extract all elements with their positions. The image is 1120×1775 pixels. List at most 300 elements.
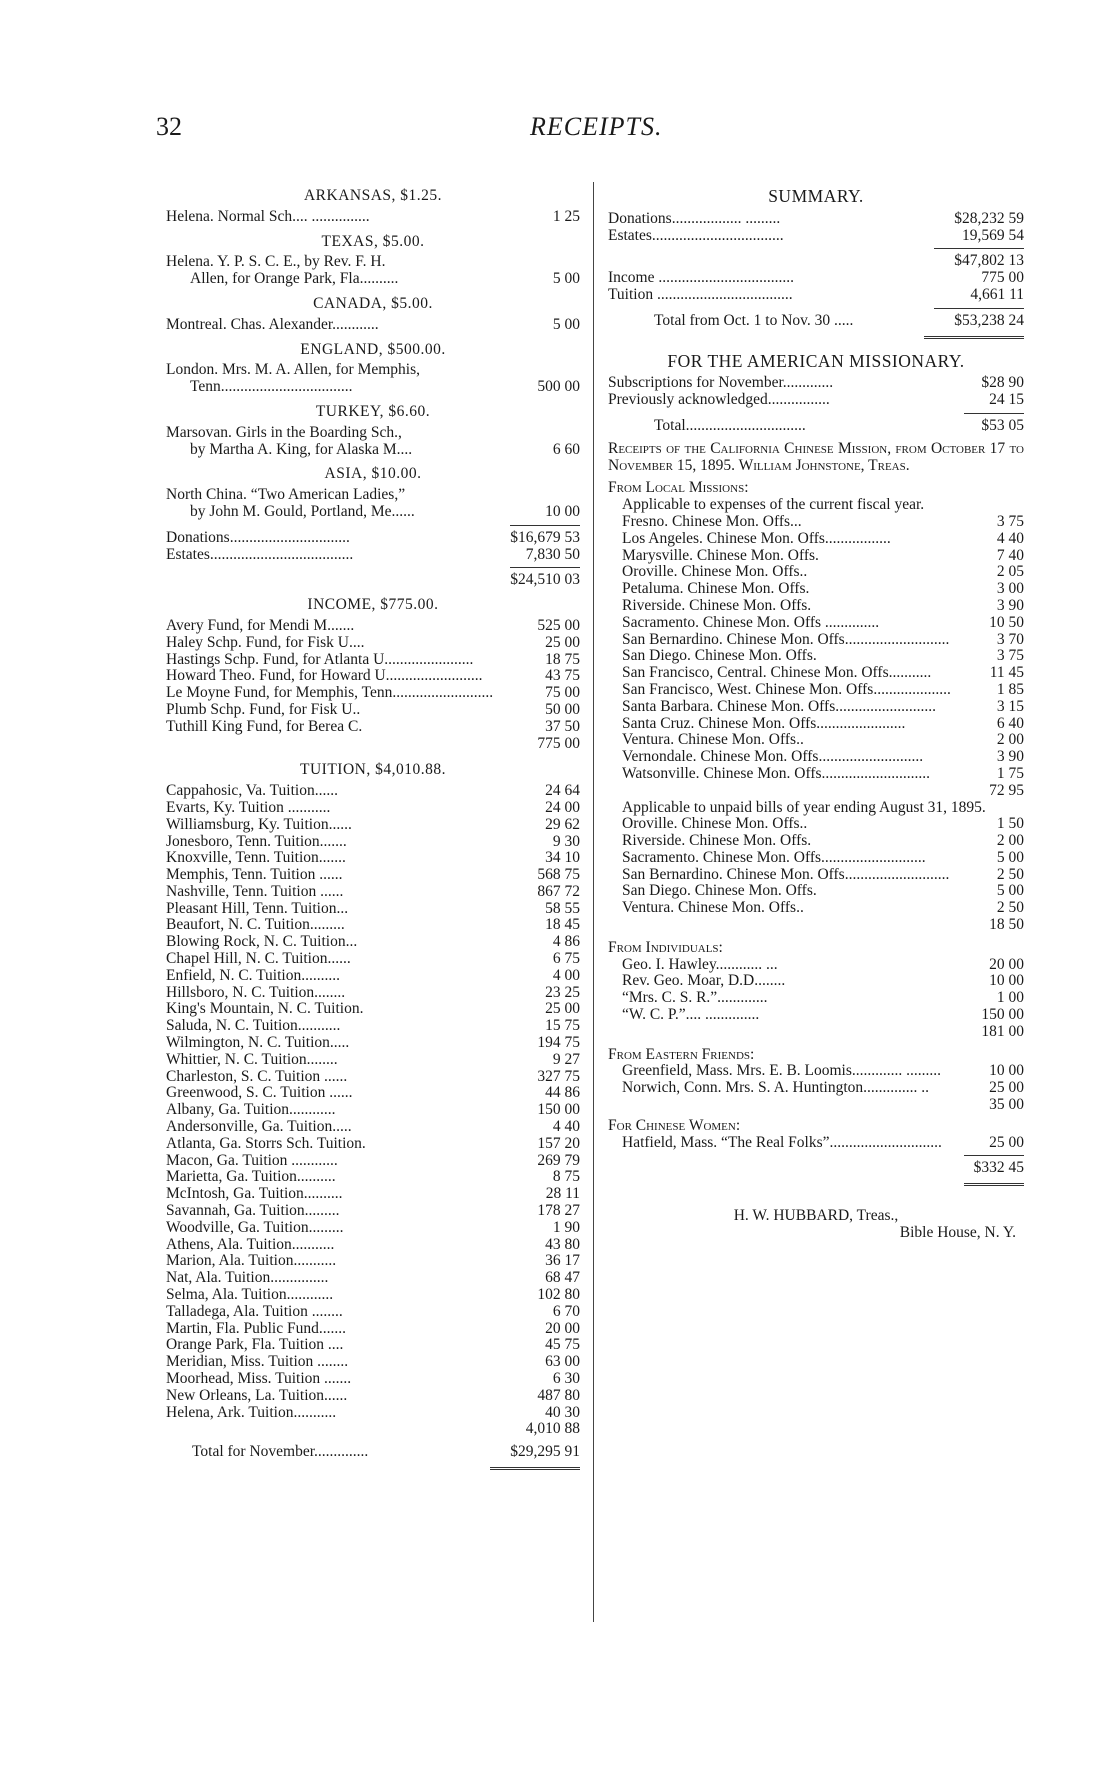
summary-estates-label: Estates.................................. [608,226,784,244]
entry-amount: 4 00 [552,966,580,984]
entry-amount: 1 90 [552,1218,580,1236]
entry-amount: 2 50 [996,899,1024,917]
entry-amount: 3 75 [996,512,1024,530]
list-item [622,531,1024,548]
entry-label: Savannah, Ga. Tuition......... [166,1202,340,1220]
eastern-total: 35 00 [989,1096,1024,1114]
list-item [622,682,1024,699]
list-item [166,817,580,834]
list-item [166,1136,580,1153]
list-item [166,442,580,459]
entry-label: Albany, Ga. Tuition............ [166,1101,336,1119]
entry-label: Fresno. Chinese Mon. Offs... [622,512,802,530]
entry-label: Knoxville, Tenn. Tuition....... [166,849,346,867]
entry-amount: 5 00 [996,848,1024,866]
list-item [622,732,1024,749]
entry-label: San Diego. Chinese Mon. Offs. [622,882,817,900]
divider [934,248,1024,249]
income-total-row [166,736,580,753]
entry-amount: 568 75 [537,866,580,884]
unpaid-total: 18 50 [989,916,1024,934]
missionary-total-row [608,418,1024,435]
entry-amount: 5 00 [552,315,580,333]
entry-label: Oroville. Chinese Mon. Offs.. [622,563,808,581]
local-missions-list [608,514,1024,783]
list-item [622,615,1024,632]
entry-amount: 68 47 [545,1269,580,1287]
unpaid-bills-list [608,816,1024,917]
divider [964,413,1024,414]
entry-amount: 20 00 [989,955,1024,973]
entry-amount: 8 75 [552,1168,580,1186]
list-item [622,514,1024,531]
entry-label: Hillsboro, N. C. Tuition........ [166,983,346,1001]
entry-amount: 102 80 [537,1286,580,1304]
entry-label: Haley Schp. Fund, for Fisk U.... [166,633,365,651]
tuition-total-row [166,1421,580,1438]
entry-amount: 6 30 [552,1370,580,1387]
entry-label: Talladega, Ala. Tuition ........ [166,1302,343,1320]
entry-label: Marion, Ala. Tuition........... [166,1252,337,1270]
entry-label: Enfield, N. C. Tuition.......... [166,966,340,984]
donations-amount: $16,679 53 [510,528,580,546]
entry-amount: 150 00 [981,1006,1024,1024]
entry-label: Chapel Hill, N. C. Tuition...... [166,950,351,968]
entry-label: Oroville. Chinese Mon. Offs.. [622,815,808,833]
summary-income-row [608,270,1024,287]
list-item [608,1135,1024,1152]
entry-amount: 269 79 [537,1151,580,1169]
list-item [166,1253,580,1270]
entry-label: Los Angeles. Chinese Mon. Offs................. [622,529,891,547]
list-item [166,1304,580,1321]
entry-amount: 525 00 [537,616,580,634]
tuition-total: 4,010 88 [525,1420,580,1438]
list-item [166,635,580,652]
entry-label: Marietta, Ga. Tuition.......... [166,1168,336,1186]
list-item [166,719,580,736]
grand-total: $332 45 [973,1159,1024,1177]
entry-amount: 10 00 [545,502,580,520]
entry-amount: 10 50 [989,613,1024,631]
list-item [622,699,1024,716]
entry-amount: 1 50 [996,815,1024,833]
entry-amount: 40 30 [545,1403,580,1421]
list-item [622,833,1024,850]
list-item [166,1321,580,1338]
entry-label: Ventura. Chinese Mon. Offs.. [622,731,804,749]
list-item [166,379,580,396]
list-item [166,884,580,901]
entry-label: Helena, Ark. Tuition........... [166,1403,337,1421]
entry-label: San Francisco, West. Chinese Mon. Offs.................... [622,680,951,698]
entry-amount: 3 75 [996,647,1024,665]
chinese-women-heading: For Chinese Women: [608,1116,741,1134]
entry-amount: 20 00 [545,1319,580,1337]
summary-estates-row [608,228,1024,245]
summary-total-label: Total from Oct. 1 to Nov. 30 ..... [654,311,854,329]
entry-amount: 43 75 [545,667,580,685]
estates-amount: 7,830 50 [525,545,580,563]
income-heading: INCOME, $775.00. [307,596,439,614]
missionary-prev-label: Previously acknowledged................ [608,391,830,409]
entry-amount: 1 25 [552,207,580,225]
list-item [166,1237,580,1254]
missionary-prev-amount: 24 15 [989,391,1024,409]
entry-amount: 25 00 [545,633,580,651]
entry-amount: 24 64 [545,782,580,800]
summary-total-row [608,313,1024,330]
entry-label: Cappahosic, Va. Tuition...... [166,782,338,800]
entry-label: San Diego. Chinese Mon. Offs. [622,647,817,665]
list-item [166,1102,580,1119]
individuals-total-row [608,1024,1024,1041]
eastern-total-row [608,1097,1024,1114]
england-heading: ENGLAND, $500.00. [300,340,446,358]
applicable-note-1: Applicable to expenses of the current fiscal year. [622,496,925,514]
list-item [166,685,580,702]
entry-label: Avery Fund, for Mendi M....... [166,616,355,634]
entry-label: “W. C. P.”.... .............. [622,1006,760,1024]
entry-amount: 9 30 [552,832,580,850]
entry-label: Geo. I. Hawley............ ... [622,955,778,973]
entry-label: Tenn.................................. [190,378,353,396]
page-number: 32 [156,112,182,141]
entry-label: Evarts, Ky. Tuition ........... [166,798,331,816]
entry-amount: 63 00 [545,1353,580,1371]
entry-amount: 1 85 [996,680,1024,698]
canada-heading: CANADA, $5.00. [313,294,433,312]
entry-label: Norwich, Conn. Mrs. S. A. Huntington.............. .. [622,1079,929,1097]
individuals-heading: From Individuals: [608,938,723,956]
list-item [622,957,1024,974]
double-rule [964,1183,1024,1186]
entry-label: McIntosh, Ga. Tuition.......... [166,1185,343,1203]
list-item [622,867,1024,884]
entry-label: Saluda, N. C. Tuition........... [166,1017,341,1035]
entry-amount: 58 55 [545,899,580,917]
list-item [166,1354,580,1371]
eastern-friends-heading: From Eastern Friends: [608,1045,755,1063]
donations-label: Donations............................... [166,528,350,546]
list-item [166,1153,580,1170]
entry-amount: 34 10 [545,849,580,867]
list-item [166,951,580,968]
list-item [166,1018,580,1035]
entry-label: Rev. Geo. Moar, D.D........ [622,972,786,990]
list-item [622,648,1024,665]
applicable-note-2: Applicable to unpaid bills of year ending August 31, 1895. [622,798,986,816]
list-item [622,564,1024,581]
entry-label: Howard Theo. Fund, for Howard U......................... [166,667,483,685]
list-item [166,901,580,918]
list-item [166,1169,580,1186]
entry-amount: 50 00 [545,700,580,718]
entry-line: London. Mrs. M. A. Allen, for Memphis, [166,361,421,379]
entry-label: by John M. Gould, Portland, Me...... [190,502,415,520]
summary-donations-row [608,211,1024,228]
entry-amount: 5 00 [996,882,1024,900]
entry-label: Athens, Ala. Tuition........... [166,1235,335,1253]
entry-label: Ventura. Chinese Mon. Offs.. [622,899,804,917]
november-total-amount: $29,295 91 [510,1443,580,1461]
entry-amount: 36 17 [545,1252,580,1270]
column-divider [593,182,594,1622]
entry-amount: 867 72 [537,882,580,900]
entry-amount: 25 00 [989,1079,1024,1097]
list-item [166,1069,580,1086]
entry-amount: 24 00 [545,798,580,816]
list-item [622,883,1024,900]
entry-amount: 3 00 [996,580,1024,598]
list-item [166,209,580,226]
entry-amount: 4 86 [552,933,580,951]
entry-label: Nashville, Tenn. Tuition ...... [166,882,344,900]
entry-amount: 157 20 [537,1134,580,1152]
summary-estates-amount: 19,569 54 [962,226,1024,244]
double-rule [490,1467,580,1470]
missionary-prev-row [608,392,1024,409]
entry-label: Martin, Fla. Public Fund....... [166,1319,346,1337]
entry-label: Pleasant Hill, Tenn. Tuition... [166,899,349,917]
entry-amount: 194 75 [537,1034,580,1052]
summary-donations-amount: $28,232 59 [954,209,1024,227]
entry-amount: 10 00 [989,1062,1024,1080]
entry-label: Jonesboro, Tenn. Tuition....... [166,832,347,850]
entry-label: Vernondale. Chinese Mon. Offs........................... [622,748,924,766]
summary-income-amount: 775 00 [981,269,1024,287]
tuition-list [166,783,580,1421]
list-item [622,766,1024,783]
entry-label: Petaluma. Chinese Mon. Offs. [622,580,810,598]
income-total: 775 00 [537,734,580,752]
list-item [622,581,1024,598]
list-item [166,1388,580,1405]
list-item [622,1007,1024,1024]
summary-total-amount: $53,238 24 [954,311,1024,329]
list-item [166,1287,580,1304]
entry-label: Atlanta, Ga. Storrs Sch. Tuition. [166,1134,366,1152]
list-item [622,990,1024,1007]
summary-heading: SUMMARY. [768,186,864,206]
november-total-row [166,1444,580,1461]
list-item [166,1001,580,1018]
entry-label: Woodville, Ga. Tuition......... [166,1218,344,1236]
entry-amount: 43 80 [545,1235,580,1253]
entry-amount: 500 00 [537,378,580,396]
entry-amount: 2 05 [996,563,1024,581]
entry-label: Tuthill King Fund, for Berea C. [166,717,363,735]
entry-amount: 6 40 [996,714,1024,732]
list-item [166,1270,580,1287]
entry-label: Macon, Ga. Tuition ............ [166,1151,338,1169]
list-item [622,1080,1024,1097]
list-item [166,867,580,884]
entry-amount: 6 75 [552,950,580,968]
entry-label: Watsonville. Chinese Mon. Offs............................ [622,764,931,782]
list-item [166,985,580,1002]
entry-line: Marsovan. Girls in the Boarding Sch., [166,423,402,441]
entry-label: San Bernardino. Chinese Mon. Offs........................... [622,865,950,883]
entry-amount: 5 00 [552,270,580,288]
entry-label: Sacramento. Chinese Mon. Offs .............. [622,613,880,631]
list-item [166,618,580,635]
entry-amount: 10 00 [989,972,1024,990]
entry-label: San Francisco, Central. Chinese Mon. Offs........... [622,664,932,682]
list-item [622,716,1024,733]
summary-donations-label: Donations.................. ......... [608,209,781,227]
estates-label: Estates..................................... [166,545,354,563]
entry-label: Greenfield, Mass. Mrs. E. B. Loomis............. ......... [622,1062,942,1080]
entry-label: Montreal. Chas. Alexander............ [166,315,379,333]
entry-amount: 37 50 [545,717,580,735]
entry-label: Moorhead, Miss. Tuition ....... [166,1370,352,1387]
entry-amount: 75 00 [545,684,580,702]
entry-label: Le Moyne Fund, for Memphis, Tenn.......................... [166,684,494,702]
list-item [166,1085,580,1102]
list-item [166,1337,580,1354]
entry-amount: 3 15 [996,697,1024,715]
entry-label: Beaufort, N. C. Tuition......... [166,916,345,934]
list-item [622,850,1024,867]
missionary-subs-amount: $28 90 [981,374,1024,392]
entry-label: King's Mountain, N. C. Tuition. [166,1000,364,1018]
summary-income-label: Income ................................... [608,269,794,287]
list-item [166,702,580,719]
entry-label: Nat, Ala. Tuition............... [166,1269,329,1287]
entry-label: Plumb Schp. Fund, for Fisk U.. [166,700,361,718]
entry-label: Riverside. Chinese Mon. Offs. [622,832,812,850]
tuition-heading: TUITION, $4,010.88. [300,761,446,779]
list-item [622,1063,1024,1080]
turkey-heading: TURKEY, $6.60. [315,402,431,420]
individuals-list [608,957,1024,1024]
unpaid-total-row [608,917,1024,934]
entry-amount: 29 62 [545,815,580,833]
list-item [166,1035,580,1052]
entry-label: Charleston, S. C. Tuition ...... [166,1067,348,1085]
list-item [166,652,580,669]
divider [510,525,580,526]
list-item [622,598,1024,615]
estates-row [166,547,580,564]
page-title: RECEIPTS. [530,112,663,141]
list-item [166,1186,580,1203]
entry-amount: 327 75 [537,1067,580,1085]
list-item [166,504,580,521]
local-missions-heading: From Local Missions: [608,479,749,497]
list-item [622,749,1024,766]
summary-tuition-label: Tuition ................................... [608,285,793,303]
entry-amount: 4 40 [996,529,1024,547]
left-total: $24,510 03 [510,571,580,589]
entry-amount: 1 00 [996,989,1024,1007]
list-item [166,317,580,334]
entry-amount: 18 75 [545,650,580,668]
entry-amount: 6 60 [552,440,580,458]
list-item [622,900,1024,917]
list-item [622,973,1024,990]
divider [510,567,580,568]
entry-label: Riverside. Chinese Mon. Offs. [622,596,812,614]
entry-amount: 6 70 [552,1302,580,1320]
missionary-total-amount: $53 05 [981,416,1024,434]
entry-label: Memphis, Tenn. Tuition ...... [166,866,343,884]
entry-amount: 2 00 [996,832,1024,850]
entry-label: Helena. Normal Sch.... ............... [166,207,370,225]
entry-amount: 23 25 [545,983,580,1001]
november-total-label: Total for November.............. [192,1443,369,1461]
divider [934,308,1024,309]
entry-label: Wilmington, N. C. Tuition..... [166,1034,350,1052]
double-rule [924,336,1024,339]
list-item [166,850,580,867]
entry-amount: 25 00 [989,1133,1024,1151]
entry-amount: 3 90 [996,596,1024,614]
entry-amount: 45 75 [545,1336,580,1354]
entry-amount: 4 40 [552,1118,580,1136]
entry-label: Hastings Schp. Fund, for Atlanta U....................... [166,650,474,668]
entry-label: Greenwood, S. C. Tuition ...... [166,1084,353,1102]
entry-line: North China. “Two American Ladies,” [166,486,406,504]
entry-label: “Mrs. C. S. R.”............. [622,989,768,1007]
entry-label: Santa Barbara. Chinese Mon. Offs.......................... [622,697,936,715]
eastern-friends-list [608,1063,1024,1097]
local-missions-total: 72 95 [989,781,1024,799]
list-item [166,834,580,851]
entry-amount: 11 45 [989,664,1024,682]
summary-tuition-row [608,287,1024,304]
entry-amount: 18 45 [545,916,580,934]
individuals-total: 181 00 [981,1022,1024,1040]
list-item [166,934,580,951]
entry-line: Helena. Y. P. S. C. E., by Rev. F. H. [166,253,386,271]
list-item [166,668,580,685]
entry-label: Orange Park, Fla. Tuition .... [166,1336,344,1354]
entry-amount: 150 00 [537,1101,580,1119]
list-item [166,1052,580,1069]
entry-label: Marysville. Chinese Mon. Offs. [622,546,819,564]
left-column [166,180,580,1474]
list-item [622,816,1024,833]
income-list [166,618,580,736]
list-item [166,783,580,800]
list-item [166,1119,580,1136]
arkansas-heading: ARKANSAS, $1.25. [303,187,443,204]
list-item [166,271,580,288]
missionary-subs-label: Subscriptions for November............. [608,374,834,392]
entry-label: Hatfield, Mass. “The Real Folks”............................. [622,1133,942,1151]
missionary-heading: FOR THE AMERICAN MISSIONARY. [667,350,965,371]
entry-label: Andersonville, Ga. Tuition..... [166,1118,352,1136]
treasurer-address: Bible House, N. Y. [899,1224,1016,1242]
entry-label: New Orleans, La. Tuition...... [166,1386,348,1404]
entry-label: Meridian, Miss. Tuition ........ [166,1353,349,1371]
entry-amount: 9 27 [552,1050,580,1068]
entry-amount: 1 75 [996,764,1024,782]
entry-label: San Bernardino. Chinese Mon. Offs........................... [622,630,950,648]
entry-label: Santa Cruz. Chinese Mon. Offs....................... [622,714,906,732]
list-item [622,632,1024,649]
donations-row [166,530,580,547]
entry-amount: 2 00 [996,731,1024,749]
entry-label: Blowing Rock, N. C. Tuition... [166,933,358,951]
entry-amount: 3 70 [996,630,1024,648]
treasurer-name: H. W. HUBBARD, Treas., [733,1207,899,1225]
local-total-row [608,783,1024,800]
list-item [622,548,1024,565]
entry-label: Sacramento. Chinese Mon. Offs........................... [622,848,926,866]
